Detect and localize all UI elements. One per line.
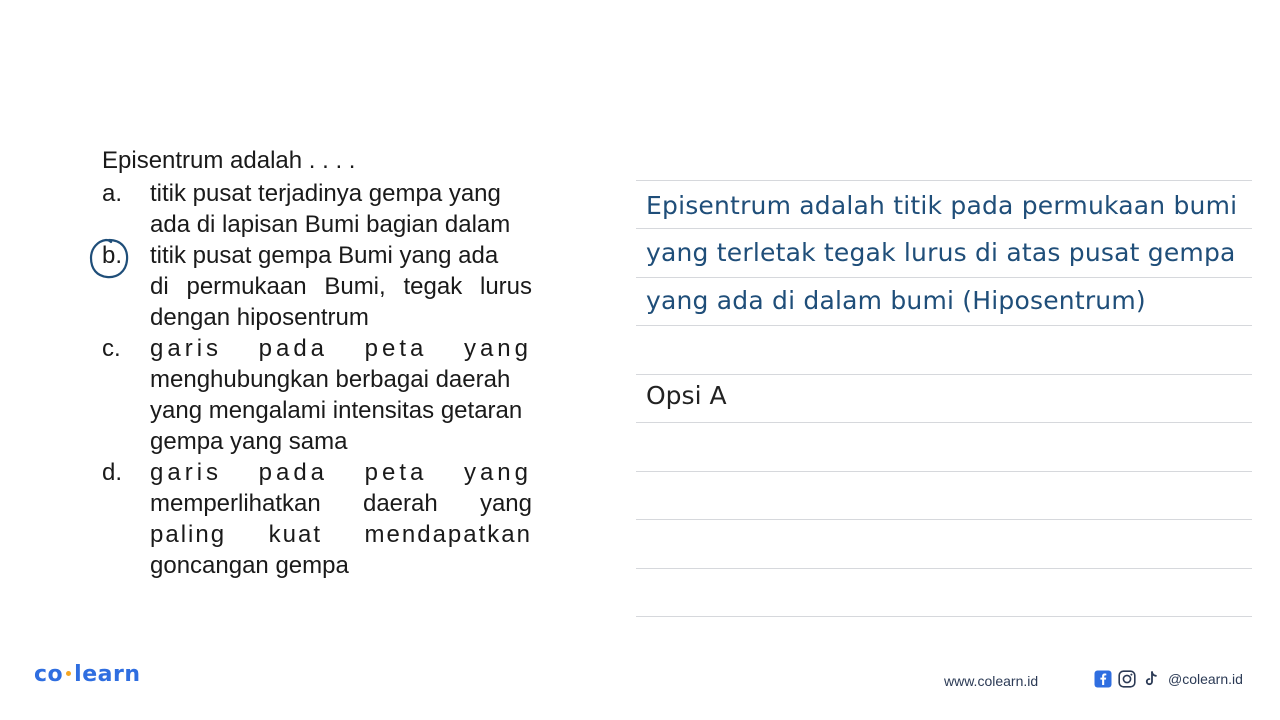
option-letter: a. (102, 180, 123, 207)
question-stem: Episentrum adalah . . . . (102, 147, 356, 174)
option-line: gempa yang sama (150, 428, 348, 455)
ruled-line (636, 180, 1252, 181)
logo-dot (66, 671, 71, 676)
ruled-line (636, 374, 1252, 375)
option-b (102, 240, 542, 333)
option-line: menghubungkan berbagai daerah (150, 366, 511, 393)
option-line: dengan hiposentrum (150, 304, 369, 331)
notebook-area (636, 180, 1252, 620)
ruled-line (636, 277, 1252, 278)
option-line: di permukaan Bumi, tegak lurus (150, 273, 532, 300)
option-letter: d. (102, 459, 123, 486)
answer-text: Opsi A (646, 381, 727, 410)
ruled-line (636, 325, 1252, 326)
facebook-icon[interactable] (1094, 670, 1112, 688)
option-a (102, 178, 542, 240)
explanation-line: yang ada di dalam bumi (Hiposentrum) (646, 286, 1146, 315)
option-line: garis pada peta yang (150, 459, 532, 486)
option-d (102, 457, 542, 581)
explanation-line: yang terletak tegak lurus di atas pusat gempa (646, 238, 1236, 267)
logo-text-right: learn (74, 662, 141, 687)
option-line: ada di lapisan Bumi bagian dalam (150, 211, 511, 238)
social-links (1094, 670, 1243, 688)
question-block (102, 144, 542, 581)
option-text (150, 240, 532, 333)
option-text (150, 457, 532, 581)
instagram-icon[interactable] (1118, 670, 1136, 688)
ruled-line (636, 616, 1252, 617)
option-line: titik pusat terjadinya gempa yang (150, 180, 501, 207)
social-handle[interactable]: @colearn.id (1168, 671, 1243, 687)
option-letter: b. (102, 242, 123, 269)
option-line: memperlihatkan daerah yang (150, 490, 532, 517)
option-line: yang mengalami intensitas getaran (150, 397, 523, 424)
option-line: goncangan gempa (150, 552, 349, 579)
colearn-logo (34, 662, 140, 687)
option-c (102, 333, 542, 457)
explanation-line: Episentrum adalah titik pada permukaan bumi (646, 191, 1238, 220)
option-line: paling kuat mendapatkan (150, 521, 532, 548)
option-text (150, 333, 532, 457)
logo-text-left: co (34, 662, 64, 687)
tiktok-icon[interactable] (1142, 670, 1160, 688)
option-letter: c. (102, 335, 121, 362)
website-link[interactable]: www.colearn.id (944, 673, 1039, 689)
ruled-line (636, 471, 1252, 472)
option-line: garis pada peta yang (150, 335, 532, 362)
ruled-line (636, 228, 1252, 229)
option-text (150, 178, 532, 240)
ruled-line (636, 519, 1252, 520)
ruled-line (636, 422, 1252, 423)
option-line: titik pusat gempa Bumi yang ada (150, 242, 499, 269)
ruled-line (636, 568, 1252, 569)
